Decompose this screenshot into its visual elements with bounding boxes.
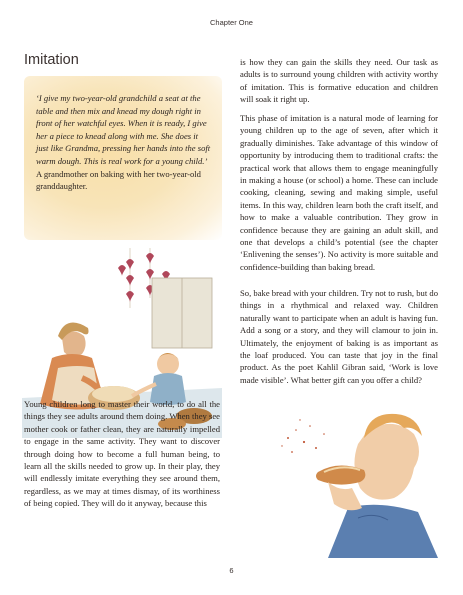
body-paragraph-right-3: So, bake bread with your children. Try not to rush, but do things in a rhythmical and relaxed way. Children naturally want to participate when an adult is having fun. Add a song or a story, and they will clamour to join in. Ultimately, the enjoyment of baking is as important as the loaf produced. You can taste that joy in the final product. As the poet Kahlil Gibran said, ‘Work is love made visible’. What better gift can you offer a child? xyxy=(240,288,438,385)
breadcrumbs-sparkle xyxy=(281,419,325,453)
bread-slice xyxy=(316,465,365,510)
pull-quote xyxy=(36,92,212,193)
quote-text: ‘I give my two-year-old grandchild a seat at the table and then mix and knead my dough right in front of her watchful eyes. When it is ready, I give her a piece to knead along with me. She does it just like Grandma, pressing her hands into the soft warm dough. This is real work for a young child.’ xyxy=(36,93,211,166)
page-number: 6 xyxy=(229,566,234,575)
body-paragraph-right-2: This phase of imitation is a natural mode of learning for young children up to the age of seven, after which it gradually diminishes. Take advantage of this window of opportunity by introducing them to traditional crafts: the practical work that allows them to engage meaningfully in making a house (or school) a home. These can include cooking, cleaning, sewing and making simple, useful items. In this way, children learn both the craft itself, and how to make a valuable contribution. They grow in confidence because they are gaining an adult skill, and one that develops a child’s potential (see the chapter ‘Enlivening the senses’). No activity is more suitable and confidence-building than baking bread. xyxy=(240,113,438,272)
body-paragraph-left: Young children long to master their world, to do all the things they see adults around them doing. When they see mother cook or father clean, they are naturally impelled to engage in the same activity. They want to discover through doing how to become a full human being, to learn all the skills needed to grow up. In their play, they will endlessly imitate everything they see around them, regardless, as we may at times dismay, of its worthiness of being copied. They will do it anyway, because this xyxy=(24,399,220,509)
boy-figure xyxy=(328,414,438,558)
boy-eating-bread-illustration xyxy=(268,408,443,558)
body-paragraph-right-1: is how they can gain the skills they need. Our task as adults is to surround young children with activity worthy of imitation. This is formative education and children will soak it right up. xyxy=(240,57,438,105)
running-head: Chapter One xyxy=(210,18,253,27)
quote-attribution: A grandmother on baking with her two-year-old granddaughter. xyxy=(36,168,201,192)
section-title: Imitation xyxy=(24,52,79,68)
